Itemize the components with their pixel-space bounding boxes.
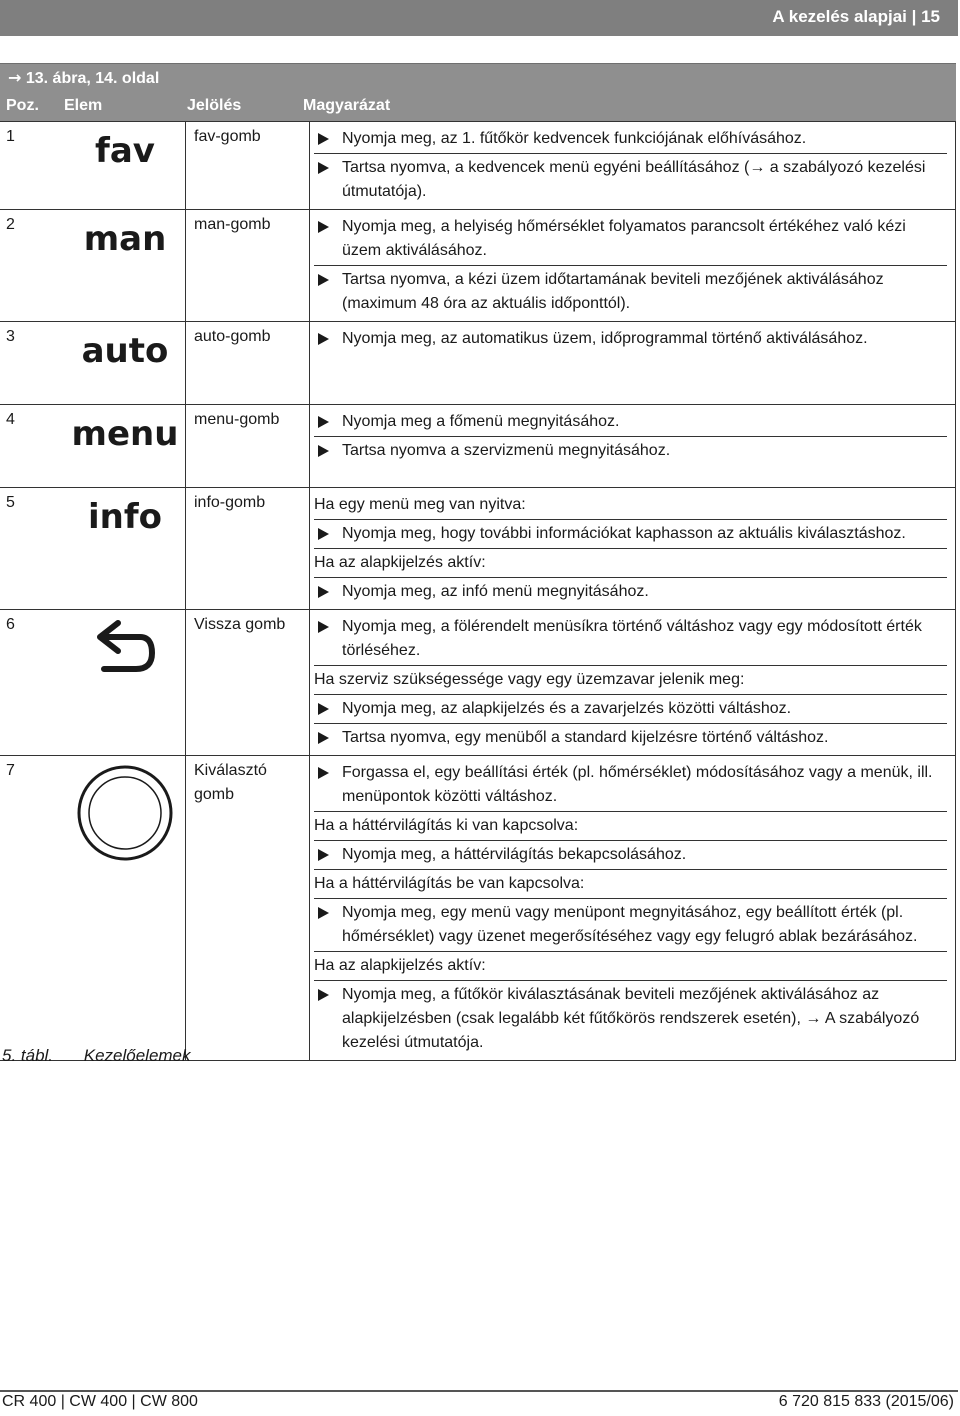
table-row — [0, 122, 956, 210]
bullet-triangle-icon — [318, 989, 329, 1001]
bullet-triangle-icon — [318, 445, 329, 457]
bullet-triangle-icon — [318, 849, 329, 861]
figure-reference-text: 13. ábra, 14. oldal — [25, 70, 160, 87]
instruction-item — [314, 695, 947, 724]
row-description — [310, 488, 956, 610]
row-description — [310, 405, 956, 488]
row-position: 4 — [0, 405, 65, 488]
description-text: Tartsa nyomva, egy menüből a standard kijelzésre történő váltáshoz. — [342, 729, 829, 746]
footer-doc-number: 6 720 815 833 (2015/06) — [778, 1393, 954, 1410]
description-text: Tartsa nyomva, a kedvencek menü egyéni beállításához (→ a szabályozó kezelési útmutatója). — [342, 159, 926, 200]
caption-number: 5. tábl. — [2, 1046, 54, 1065]
button-word-man: man — [83, 219, 167, 259]
condition-text — [314, 666, 947, 695]
reference-bar — [0, 63, 956, 92]
instruction-item — [314, 520, 947, 549]
description-text: Nyomja meg, az 1. fűtőkör kedvencek funkciójának előhívásához. — [342, 130, 807, 147]
description-text: Forgassa el, egy beállítási érték (pl. hőmérséklet) módosításához vagy a menük, ill. menüpontok közötti váltáshoz. — [342, 764, 933, 805]
row-label: auto-gomb — [186, 322, 310, 405]
condition-text — [314, 870, 947, 899]
bullet-triangle-icon — [318, 528, 329, 540]
description-text: Tartsa nyomva, a kézi üzem időtartamának beviteli mezőjének aktiválásához (maximum 48 óra az aktuális időponttól). — [342, 271, 884, 312]
instruction-item — [314, 899, 947, 952]
table-row — [0, 210, 956, 322]
row-label: Vissza gomb — [186, 610, 310, 756]
instruction-item — [314, 213, 947, 266]
bullet-triangle-icon — [318, 221, 329, 233]
row-element — [65, 610, 186, 756]
row-description — [310, 610, 956, 756]
footer-divider — [0, 1390, 958, 1392]
condition-text — [314, 491, 947, 520]
bullet-triangle-icon — [318, 133, 329, 145]
instruction-item — [314, 325, 947, 353]
row-description — [310, 322, 956, 405]
header-bar — [0, 0, 958, 36]
button-word-info: info — [87, 497, 162, 537]
row-label: Kiválasztó gomb — [186, 756, 310, 1061]
description-text: Ha a háttérvilágítás be van kapcsolva: — [314, 875, 585, 892]
row-description — [310, 122, 956, 210]
page-header-title: A kezelés alapjai | 15 — [772, 7, 940, 26]
button-word-menu: menu — [71, 414, 179, 454]
condition-text — [314, 952, 947, 981]
instruction-item — [314, 154, 947, 206]
bullet-triangle-icon — [318, 703, 329, 715]
selector-knob-icon — [65, 763, 185, 871]
row-label: fav-gomb — [186, 122, 310, 210]
table-caption — [2, 1046, 191, 1066]
instruction-item — [314, 759, 947, 812]
bullet-triangle-icon — [318, 274, 329, 286]
row-element — [65, 322, 186, 405]
description-text: Tartsa nyomva a szervizmenü megnyitásához. — [342, 442, 671, 459]
description-text: Nyomja meg, az automatikus üzem, időprogrammal történő aktiválásához. — [342, 330, 868, 347]
controls-table — [0, 121, 956, 1061]
instruction-item — [314, 613, 947, 666]
bullet-triangle-icon — [318, 416, 329, 428]
description-text: Nyomja meg, az infó menü megnyitásához. — [342, 583, 649, 600]
bullet-triangle-icon — [318, 767, 329, 779]
instruction-item — [314, 125, 947, 154]
back-arrow-icon — [65, 619, 185, 697]
table-row — [0, 756, 956, 1061]
table-row — [0, 322, 956, 405]
figure-reference — [8, 68, 159, 88]
description-text: Ha egy menü meg van nyitva: — [314, 496, 526, 513]
row-element — [65, 488, 186, 610]
table-row — [0, 488, 956, 610]
description-text: Nyomja meg, hogy további információkat kaphasson az aktuális kiválasztáshoz. — [342, 525, 906, 542]
description-text: Nyomja meg, a helyiség hőmérséklet folyamatos parancsolt értékéhez való kézi üzem aktiválásához. — [342, 218, 906, 259]
bullet-triangle-icon — [318, 586, 329, 598]
footer-models: CR 400 | CW 400 | CW 800 — [2, 1393, 198, 1410]
row-label: man-gomb — [186, 210, 310, 322]
bullet-triangle-icon — [318, 333, 329, 345]
bullet-triangle-icon — [318, 621, 329, 633]
description-text: Nyomja meg, a háttérvilágítás bekapcsolásához. — [342, 846, 687, 863]
arrow-right-icon: → — [8, 68, 22, 87]
instruction-item — [314, 437, 947, 465]
table-row — [0, 405, 956, 488]
button-word-auto: auto — [81, 331, 169, 371]
condition-text — [314, 812, 947, 841]
column-header-pos: Poz. — [6, 97, 39, 114]
instruction-item — [314, 266, 947, 318]
row-position: 6 — [0, 610, 65, 756]
button-word-fav: fav — [95, 131, 155, 171]
instruction-item — [314, 981, 947, 1057]
column-header-desc: Magyarázat — [303, 97, 391, 114]
description-text: Nyomja meg, a fűtőkör kiválasztásának beviteli mezőjének aktiválásához az alapkijelzésben (csak legalább két fűtőkörös rendszerek esetén), → A szabályozó kezelési útmutatója. — [342, 986, 920, 1051]
description-text: Ha az alapkijelzés aktív: — [314, 957, 486, 974]
bullet-triangle-icon — [318, 732, 329, 744]
table-header-row — [0, 92, 956, 121]
row-position: 2 — [0, 210, 65, 322]
condition-text — [314, 549, 947, 578]
description-text: Nyomja meg, a fölérendelt menüsíkra történő váltáshoz vagy egy módosított érték törléséhez. — [342, 618, 922, 659]
row-element — [65, 122, 186, 210]
row-position: 7 — [0, 756, 65, 1061]
row-position: 3 — [0, 322, 65, 405]
row-label: menu-gomb — [186, 405, 310, 488]
column-header-elem: Elem — [64, 97, 103, 114]
description-text: Nyomja meg, az alapkijelzés és a zavarjelzés közötti váltáshoz. — [342, 700, 792, 717]
row-element — [65, 210, 186, 322]
row-position: 1 — [0, 122, 65, 210]
row-description — [310, 210, 956, 322]
instruction-item — [314, 578, 947, 606]
row-description — [310, 756, 956, 1061]
column-header-label: Jelölés — [187, 97, 242, 114]
instruction-item — [314, 408, 947, 437]
bullet-triangle-icon — [318, 162, 329, 174]
table-row — [0, 610, 956, 756]
row-position: 5 — [0, 488, 65, 610]
row-element — [65, 405, 186, 488]
description-text: Ha az alapkijelzés aktív: — [314, 554, 486, 571]
instruction-item — [314, 841, 947, 870]
bullet-triangle-icon — [318, 907, 329, 919]
description-text: Ha a háttérvilágítás ki van kapcsolva: — [314, 817, 579, 834]
row-element — [65, 756, 186, 1061]
description-text: Nyomja meg a főmenü megnyitásához. — [342, 413, 620, 430]
description-text: Nyomja meg, egy menü vagy menüpont megnyitásához, egy beállított érték (pl. hőmérséklet) vagy üzenet megerősítéséhez vagy egy felugró ablak bezárásához. — [342, 904, 918, 945]
instruction-item — [314, 724, 947, 752]
description-text: Ha szerviz szükségessége vagy egy üzemzavar jelenik meg: — [314, 671, 745, 688]
caption-title: Kezelőelemek — [83, 1046, 191, 1065]
row-label: info-gomb — [186, 488, 310, 610]
